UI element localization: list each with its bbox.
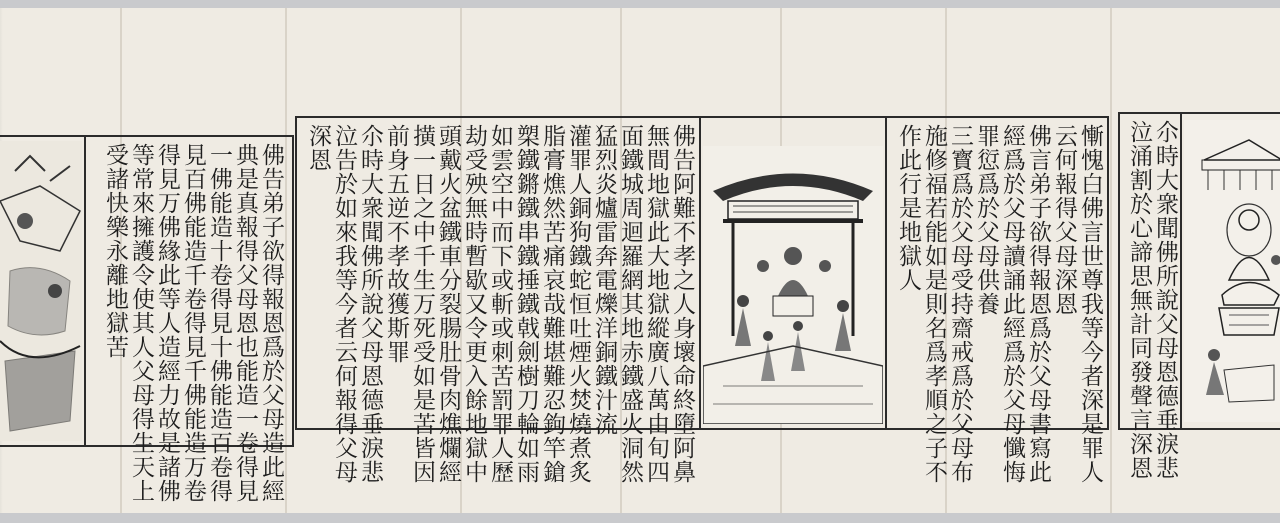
text-column: 一佛能造十卷得見十佛能造百卷得	[206, 143, 232, 503]
text-block-d	[1124, 120, 1178, 480]
text-column: 典是真報得父母恩也能造一卷得見	[232, 143, 258, 503]
text-column: 泣告於如來我等今者云何報得父母	[331, 124, 357, 484]
text-column: 慚愧白佛言世尊我等今者深是罪人	[1077, 124, 1103, 484]
text-column: 尒時大衆聞佛所說父母恩德垂淚悲	[357, 124, 383, 484]
text-column: 受諸快樂永離地獄苦	[102, 143, 128, 359]
text-column: 劫受殃無時暫歇又令更入餘地獄中	[461, 124, 487, 484]
text-block-a	[88, 143, 284, 503]
text-column: 罪愆爲於父母供養	[973, 124, 999, 316]
illustration-border	[1180, 114, 1182, 428]
illustration-border	[699, 118, 701, 428]
text-column: 如雲空中而下或斬或刺苦罰罪人歷	[487, 124, 513, 484]
text-column: 施修福若能如是則名爲孝順之子不	[921, 124, 947, 484]
text-column: 脂膏燋然苦痛哀哉難堪難忍鉤竿鎗	[539, 124, 565, 484]
text-column: 佛言弟子欲得報恩爲於父母書寫此	[1025, 124, 1051, 484]
text-column: 云何報得父母深恩	[1051, 124, 1077, 316]
text-column: 作此行是地獄人	[895, 124, 921, 292]
sutra-scroll	[0, 8, 1280, 513]
column-divider	[84, 137, 86, 445]
text-column: 灌罪人銅狗鐵蛇恒吐煙火焚燒煮炙	[565, 124, 591, 484]
text-column: 佛告阿難不孝之人身壞命終墮阿鼻	[669, 124, 695, 484]
print-block-center	[295, 116, 1109, 484]
text-column: 等常來擁護令使其人父母得生天上	[128, 143, 154, 503]
buddha-preaching-hall-woodcut-icon	[703, 146, 883, 424]
seated-buddha-canopy-woodcut-icon	[1184, 120, 1280, 422]
text-column: 泣涌割於心諦思無計同發聲言深恩	[1126, 120, 1152, 480]
illustration-border	[885, 118, 887, 428]
text-column: 撗一日之中千生万死受如是苦皆因	[409, 124, 435, 484]
text-column: 見百佛能造千卷得見千佛能造万卷	[180, 143, 206, 503]
text-column: 尒時大衆聞佛所說父母恩德垂淚悲	[1152, 120, 1178, 480]
text-column: 頭戴火盆鐵車分裂腸肚骨肉燋爛經	[435, 124, 461, 484]
text-column: 面鐵城周迴羅網其地赤鐵盛火洞然	[617, 124, 643, 484]
text-column: 猛烈炎爐雷奔電爍洋銅鐵汁流	[591, 124, 617, 436]
text-column: 深恩	[305, 124, 331, 172]
text-block-b-left	[299, 124, 695, 484]
text-block-c	[889, 124, 1103, 484]
print-block-left	[0, 135, 294, 503]
print-block-right	[1118, 112, 1280, 480]
paper-seam	[1110, 8, 1112, 513]
text-column: 經爲於父母讀誦此經爲於父母懺悔	[999, 124, 1025, 484]
hell-scene-woodcut-icon	[0, 141, 82, 441]
text-column: 得見万佛緣此等人造經力故是諸佛	[154, 143, 180, 503]
text-column: 前身五逆不孝故獲斯罪	[383, 124, 409, 364]
text-column: 槊鐵鏘鐵串鐵捶鐵戟劍樹刀輪如雨	[513, 124, 539, 484]
text-column: 三寳爲於父母受持齋戒爲於父母布	[947, 124, 973, 484]
text-column: 無間地獄此大地獄縱廣八萬由旬四	[643, 124, 669, 484]
text-column: 佛告弟子欲得報恩爲於父母造此經	[258, 143, 284, 503]
